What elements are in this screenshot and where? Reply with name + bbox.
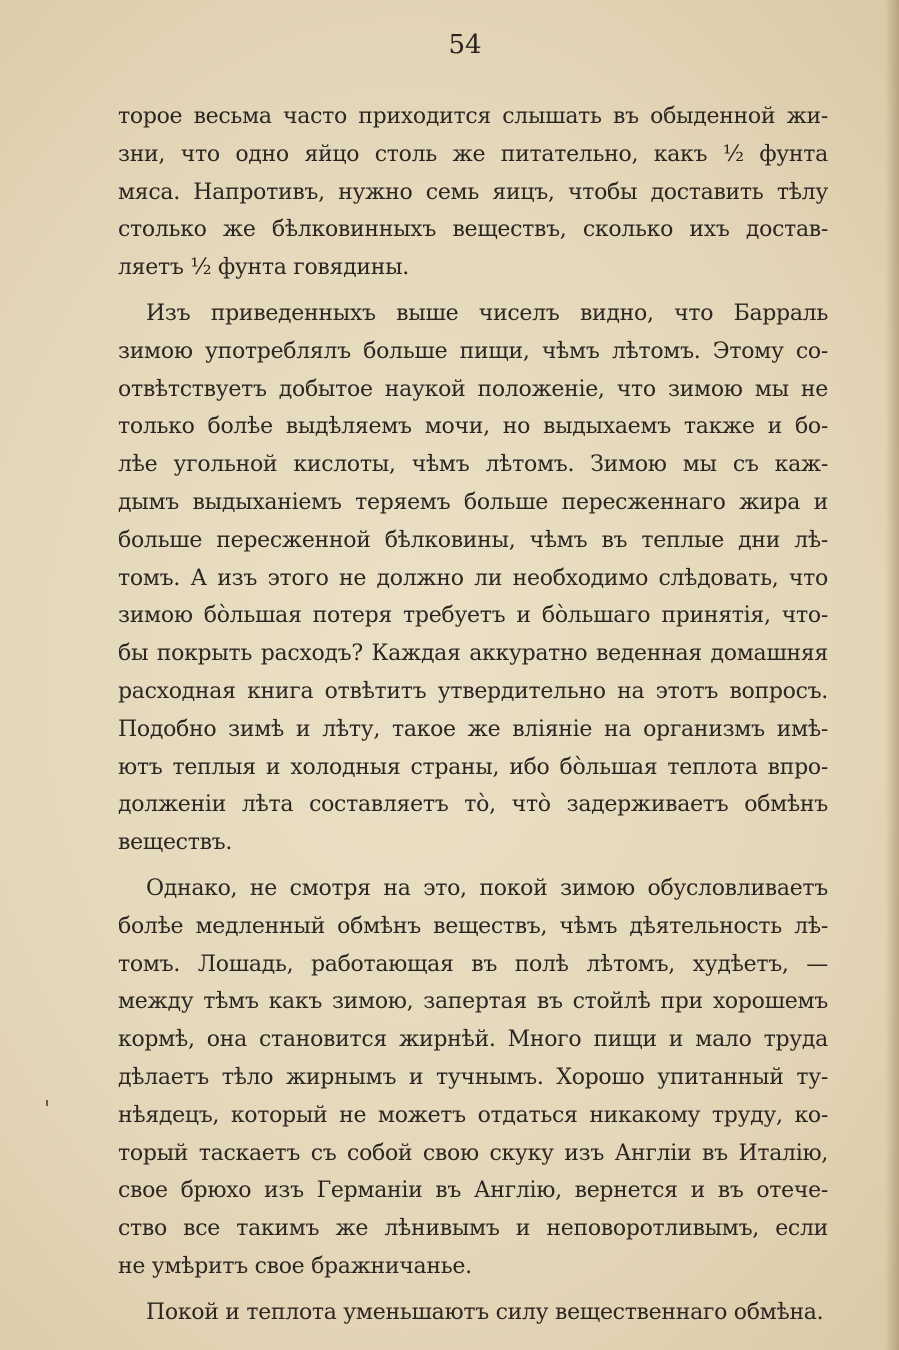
text-line: дымъ выдыханіемъ теряемъ больше пересженнаго жира и bbox=[118, 489, 828, 515]
text-line: торое весьма часто приходится слышать въ обыденной жи- bbox=[118, 104, 828, 129]
text-line: нѣядецъ, который не можетъ отдаться никакому труду, ко- bbox=[118, 1102, 828, 1128]
text-line: дѣлаетъ тѣло жирнымъ и тучнымъ. Хорошо упитанный ту- bbox=[118, 1064, 828, 1090]
text-line: лѣе угольной кислоты, чѣмъ лѣтомъ. Зимою мы съ каж- bbox=[118, 452, 828, 478]
text-line: веществъ. bbox=[118, 830, 233, 856]
text-line: столько же бѣлковинныхъ веществъ, сколько ихъ достав- bbox=[118, 217, 828, 243]
paragraph bbox=[118, 1294, 828, 1332]
text-line: бы покрыть расходъ? Каждая аккуратно веденная домашняя bbox=[118, 641, 828, 667]
text-line: ство все такимъ же лѣнивымъ и неповоротливымъ, если bbox=[118, 1216, 828, 1242]
text-line: Покой и теплота уменьшаютъ силу вещественнаго обмѣна. bbox=[146, 1299, 824, 1325]
text-line: Однако, не смотря на это, покой зимою обусловливаетъ bbox=[146, 875, 828, 901]
text-line: больше пересженной бѣлковины, чѣмъ въ теплые дни лѣ- bbox=[118, 527, 828, 553]
text-line: мяса. Напротивъ, нужно семь яицъ, чтобы доставить тѣлу bbox=[118, 179, 828, 205]
text-line: ляетъ ½ фунта говядины. bbox=[118, 255, 409, 281]
text-line: зимою бо̀льшая потеря требуетъ и бо̀льшаго принятія, что- bbox=[118, 603, 828, 629]
text-line: ютъ теплыя и холодныя страны, ибо бо̀льшая теплота впро- bbox=[118, 754, 828, 780]
text-line: Подобно зимѣ и лѣту, такое же вліяніе на организмъ имѣ- bbox=[118, 716, 828, 742]
text-line: Изъ приведенныхъ выше чиселъ видно, что Барраль bbox=[146, 300, 828, 326]
text-line: кормѣ, она становится жирнѣй. Много пищи и мало труда bbox=[118, 1027, 828, 1053]
text-line: торый таскаетъ съ собой свою скуку изъ Англіи въ Италію, bbox=[118, 1140, 828, 1166]
paragraph bbox=[118, 98, 828, 287]
text-line: томъ. Лошадь, работающая въ полѣ лѣтомъ, худѣетъ, — bbox=[118, 951, 828, 977]
paragraph bbox=[118, 295, 828, 862]
text-line: болѣе медленный обмѣнъ веществъ, чѣмъ дѣятельность лѣ- bbox=[118, 913, 828, 939]
page-number: 54 bbox=[448, 30, 482, 60]
text-line: между тѣмъ какъ зимою, запертая въ стойлѣ при хорошемъ bbox=[118, 989, 828, 1015]
text-line: долженіи лѣта составляетъ то̀, что̀ задерживаетъ обмѣнъ bbox=[118, 792, 828, 818]
text-line: зни, что одно яйцо столь же питательно, какъ ½ фунта bbox=[118, 141, 828, 167]
page-edge-shadow bbox=[885, 0, 899, 1350]
text-line: отвѣтствуетъ добытое наукой положеніе, что зимою мы не bbox=[118, 376, 828, 402]
text-line: томъ. А изъ этого не должно ли необходимо слѣдовать, что bbox=[118, 565, 828, 591]
text-line: не умѣритъ свое бражничанье. bbox=[118, 1253, 472, 1279]
paragraph bbox=[118, 870, 828, 1286]
ink-speck bbox=[46, 1100, 48, 1106]
text-line: расходная книга отвѣтитъ утвердительно на этотъ вопросъ. bbox=[118, 678, 828, 704]
text-line: свое брюхо изъ Германіи въ Англію, вернется и въ отече- bbox=[118, 1178, 828, 1204]
page-body-text bbox=[118, 98, 828, 1332]
text-line: зимою употреблялъ больше пищи, чѣмъ лѣтомъ. Этому со- bbox=[118, 338, 828, 364]
text-line: только болѣе выдѣляемъ мочи, но выдыхаемъ также и бо- bbox=[118, 414, 828, 440]
